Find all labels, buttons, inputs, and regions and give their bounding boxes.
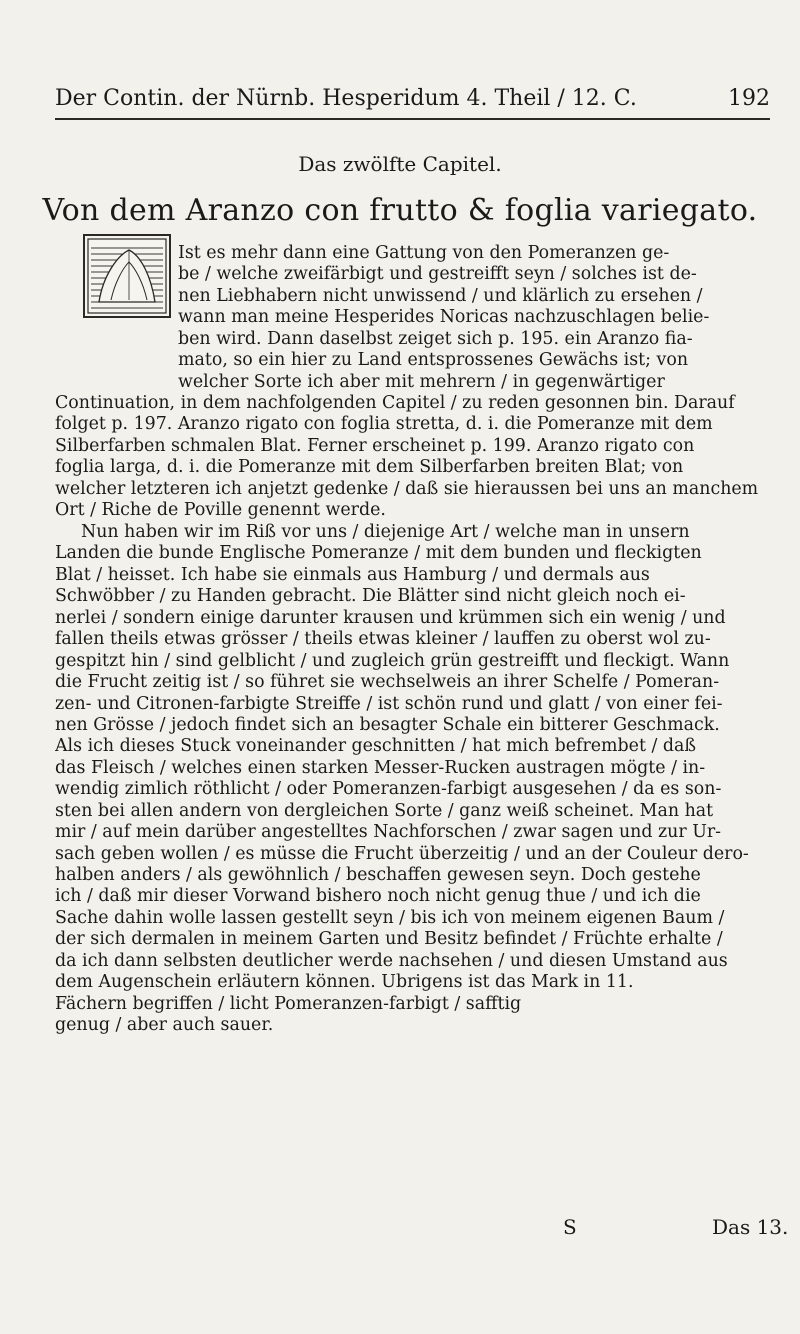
text-line: mir / auf mein darüber angestelltes Nachforschen / zwar sagen und zur Ur- — [55, 822, 722, 843]
text-line: sach geben wollen / es müsse die Frucht überzeitig / und an der Couleur dero- — [55, 843, 749, 864]
text-line: folget p. 197. Aranzo rigato con foglia stretta, d. i. die Pomeranze mit dem — [55, 414, 713, 435]
opening-paragraph-continued — [55, 393, 770, 522]
paragraph-two-lines — [55, 522, 770, 1037]
running-head-title: Der Contin. der Nürnb. Hesperidum 4. Theil / 12. C. — [55, 86, 637, 111]
text-line: mato, so ein hier zu Land entsprossenes Gewächs ist; von — [178, 350, 689, 371]
catchword: Das 13. — [712, 1215, 789, 1239]
page-number: 192 — [728, 86, 770, 111]
text-line: der sich dermalen in meinem Garten und Besitz befindet / Früchte erhalte / — [55, 929, 723, 950]
text-line: Als ich dieses Stuck voneinander geschnitten / hat mich befrembet / daß — [55, 736, 696, 757]
text-line: foglia larga, d. i. die Pomeranze mit dem Silberfarben breiten Blat; von — [55, 457, 684, 478]
text-line: sten bei allen andern von dergleichen Sorte / ganz weiß scheinet. Man hat — [55, 800, 714, 821]
chapter-label: Das zwölfte Capitel. — [298, 152, 502, 176]
text-line: Silberfarben schmalen Blat. Ferner erscheinet p. 199. Aranzo rigato con — [55, 435, 695, 456]
text-line: Blat / heisset. Ich habe sie einmals aus Hamburg / und dermals aus — [55, 564, 650, 585]
text-line: ben wird. Dann daselbst zeiget sich p. 195. ein Aranzo fia- — [178, 328, 693, 349]
header-rule — [55, 118, 770, 120]
text-line: zen- und Citronen-farbigte Streiffe / ist schön rund und glatt / von einer fei- — [55, 693, 723, 714]
text-line: nerlei / sondern einige darunter krausen und krümmen sich ein wenig / und — [55, 607, 726, 628]
wrapped-lines-list — [178, 243, 770, 393]
second-paragraph — [55, 522, 770, 1037]
decorated-initial — [83, 234, 171, 318]
text-line: da ich dann selbsten deutlicher werde nachsehen / und diesen Umstand aus — [55, 950, 728, 971]
text-line: die Frucht zeitig ist / so führet sie wechselweis an ihrer Schelfe / Pomeran- — [55, 672, 720, 693]
text-line: nen Liebhabern nicht unwissend / und klärlich zu ersehen / — [178, 285, 703, 306]
signature-mark: S — [563, 1215, 577, 1239]
text-line: Ort / Riche de Poville genennt werde. — [55, 500, 386, 521]
text-line: Fächern begriffen / licht Pomeranzen-farbigt / safftig — [55, 993, 522, 1014]
text-line: gespitzt hin / sind gelblicht / und zugleich grün gestreifft und fleckigt. Wann — [55, 650, 730, 671]
text-line: halben anders / als gewöhnlich / beschaffen gewesen seyn. Doch gestehe — [55, 865, 701, 885]
text-line: genug / aber auch sauer. — [55, 1015, 274, 1036]
full-lines-list — [55, 393, 770, 522]
text-line: das Fleisch / welches einen starken Messer-Rucken austragen mögte / in- — [55, 757, 706, 778]
text-line: welcher letzteren ich anjetzt gedenke / daß sie hieraussen bei uns an manchem — [55, 478, 759, 499]
text-line: ich / daß mir dieser Vorwand bishero noch nicht genug thue / und ich die — [55, 886, 701, 907]
text-line: Schwöbber / zu Handen gebracht. Die Blätter sind nicht gleich noch ei- — [55, 586, 686, 607]
text-line: Sache dahin wolle lassen gestellt seyn / bis ich von meinem eigenen Baum / — [55, 907, 725, 928]
chapter-title: Von dem Aranzo con frutto & foglia variegato. — [42, 193, 758, 228]
text-line: Landen die bunde Englische Pomeranze / mit dem bunden und fleckigten — [55, 543, 702, 564]
ornament-initial-icon — [85, 236, 169, 316]
text-line: nen Grösse / jedoch findet sich an besagter Schale ein bitterer Geschmack. — [55, 714, 720, 735]
text-line: Ist es mehr dann eine Gattung von den Pomeranzen ge- — [178, 243, 670, 263]
running-head — [55, 86, 770, 112]
text-line: Nun haben wir im Riß vor uns / diejenige Art / welche man in unsern — [81, 522, 690, 542]
text-line: Continuation, in dem nachfolgenden Capitel / zu reden gesonnen bin. Darauf — [55, 393, 735, 413]
text-line: be / welche zweifärbigt und gestreifft seyn / solches ist de- — [178, 264, 697, 285]
text-line: wendig zimlich röthlicht / oder Pomeranzen-farbigt ausgesehen / da es son- — [55, 779, 722, 800]
wrapped-paragraph — [178, 243, 770, 393]
text-line: fallen theils etwas grösser / theils etwas kleiner / lauffen zu oberst wol zu- — [55, 629, 711, 650]
text-line: welcher Sorte ich aber mit mehrern / in gegenwärtiger — [178, 371, 665, 392]
text-line: wann man meine Hesperides Noricas nachzuschlagen belie- — [178, 307, 710, 328]
text-line: dem Augenschein erläutern können. Ubrigens ist das Mark in 11. — [55, 972, 634, 993]
